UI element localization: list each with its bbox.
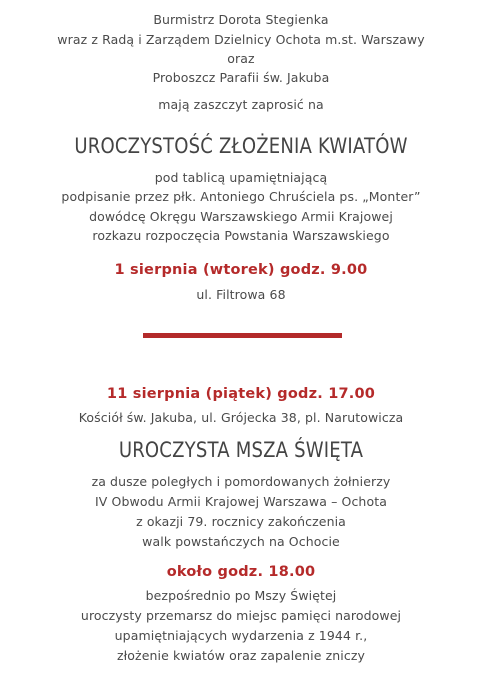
event1-description-line: dowódcę Okręgu Warszawskiego Armii Krajowej: [89, 209, 393, 224]
event2-description-line: z okazji 79. rocznicy zakończenia: [136, 514, 346, 529]
event1-address: ul. Filtrowa 68: [196, 287, 286, 302]
event1-description-line: podpisanie przez płk. Antoniego Chruściela ps. „Monter”: [61, 189, 421, 204]
event2-description-line: za dusze poległych i pomordowanych żołnierzy: [91, 474, 391, 489]
event1-title: UROCZYSTOŚĆ ZŁOŻENIA KWIATÓW: [74, 134, 408, 158]
event2-description-line: IV Obwodu Armii Krajowej Warszawa – Ochota: [95, 494, 387, 509]
invitation-text: mają zaszczyt zaprosić na: [158, 97, 324, 112]
event2-date: 11 sierpnia (piątek) godz. 17.00: [106, 386, 376, 402]
host-mayor: Burmistrz Dorota Stegienka: [153, 12, 329, 27]
event1-description-line: rozkazu rozpoczęcia Powstania Warszawskiego: [92, 228, 390, 243]
section-divider: [143, 333, 342, 338]
event3-description-line: bezpośrednio po Mszy Świętej: [145, 588, 337, 603]
event2-address: Kościół św. Jakuba, ul. Grójecka 38, pl. Narutowicza: [78, 410, 404, 425]
host-council: wraz z Radą i Zarządem Dzielnicy Ochota m.st. Warszawy: [57, 32, 425, 47]
event3-description-line: upamiętniających wydarzenia z 1944 r.,: [114, 628, 368, 643]
event3-time: około godz. 18.00: [166, 564, 316, 580]
event2-title: UROCZYSTA MSZA ŚWIĘTA: [118, 438, 364, 462]
host-parish: Proboszcz Parafii św. Jakuba: [152, 70, 330, 85]
event3-description-line: uroczysty przemarsz do miejsc pamięci narodowej: [80, 608, 402, 623]
event3-description-line: złożenie kwiatów oraz zapalenie zniczy: [116, 648, 366, 663]
event1-description-line: pod tablicą upamiętniającą: [154, 170, 328, 185]
event2-description-line: walk powstańczych na Ochocie: [142, 534, 340, 549]
host-conjunction: oraz: [227, 51, 255, 66]
event1-date: 1 sierpnia (wtorek) godz. 9.00: [114, 262, 368, 278]
